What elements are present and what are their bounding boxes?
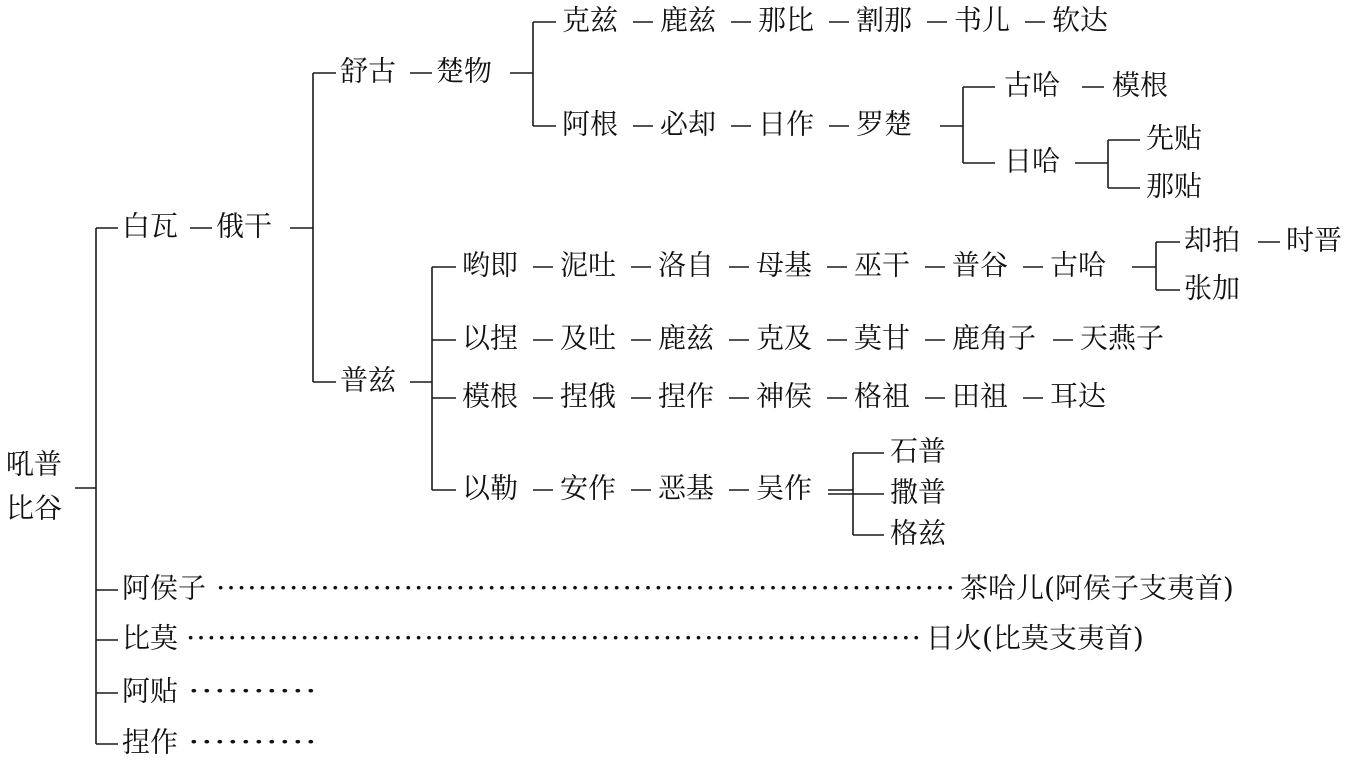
- lineage-person: 吴作: [756, 471, 813, 505]
- node-riha: 日哈: [1004, 144, 1061, 178]
- node-guha: 古哈: [1004, 68, 1061, 102]
- node-egan: 俄干: [216, 209, 273, 243]
- lineage-person: 日作: [758, 107, 815, 141]
- lineage-person: 鹿角子: [952, 321, 1037, 355]
- ahouzi-dotted-leader: ·······································································: [216, 571, 956, 605]
- lineage-row-agen: [562, 108, 912, 141]
- bimo-dotted-leader: ·······································································: [186, 621, 922, 655]
- node-shipu: 石普: [890, 434, 947, 468]
- atie-dotted-leader: ··········: [188, 674, 318, 708]
- node-chuwu: 楚物: [436, 54, 493, 88]
- node-sapu: 撒普: [890, 475, 947, 509]
- node-gezi: 格兹: [890, 516, 947, 550]
- lineage-person: 耳达: [1050, 379, 1107, 413]
- lineage-person: 以捏: [462, 321, 519, 355]
- node-quepai: 却拍: [1184, 223, 1241, 257]
- lineage-row-yile: [462, 472, 812, 505]
- root-name-line2: 比谷: [6, 491, 63, 525]
- lineage-person: 恶基: [658, 471, 715, 505]
- lineage-person: 必却: [660, 107, 717, 141]
- node-zhangjia: 张加: [1184, 271, 1241, 305]
- root-name-line1: 吼普: [6, 447, 63, 481]
- lineage-person: 模根: [462, 379, 519, 413]
- lineage-person: 捏俄: [560, 379, 617, 413]
- node-baiwa: 白瓦: [122, 209, 179, 243]
- bimo-note: 日火(比莫支夷首): [926, 621, 1144, 655]
- niezuo-dotted-leader: ··········: [188, 725, 318, 759]
- lineage-person: 巫干: [854, 248, 911, 282]
- lineage-person: 鹿兹: [658, 321, 715, 355]
- lineage-row-kezi: [562, 4, 1108, 37]
- lineage-person: 克及: [756, 321, 813, 355]
- lineage-person: 捏作: [658, 379, 715, 413]
- lineage-row-yinie: [462, 322, 1164, 355]
- lineage-person: 以勒: [462, 471, 519, 505]
- lineage-person: 阿根: [562, 107, 619, 141]
- lineage-person: 那比: [758, 3, 815, 37]
- lineage-person: 软达: [1052, 3, 1109, 37]
- node-natie: 那贴: [1146, 169, 1203, 203]
- node-mogen: 模根: [1112, 68, 1169, 102]
- node-xiantie: 先贴: [1146, 121, 1203, 155]
- lineage-row-mogen: [462, 380, 1106, 413]
- node-shijin: 时晋: [1286, 223, 1343, 257]
- lineage-person: 克兹: [562, 3, 619, 37]
- ahouzi-note: 茶哈儿(阿侯子支夷首): [960, 571, 1234, 605]
- lineage-person: 普谷: [952, 248, 1009, 282]
- lineage-person: 鹿兹: [660, 3, 717, 37]
- lineage-person: 及吐: [560, 321, 617, 355]
- lineage-person: 天燕子: [1080, 321, 1165, 355]
- lineage-person: 古哈: [1050, 248, 1107, 282]
- lineage-person: 莫甘: [854, 321, 911, 355]
- lineage-person: 哟即: [462, 248, 519, 282]
- lineage-person: 母基: [756, 248, 813, 282]
- node-bimo: 比莫: [122, 621, 179, 655]
- node-shugu: 舒古: [340, 54, 397, 88]
- node-atie: 阿贴: [122, 674, 179, 708]
- lineage-person: 泥吐: [560, 248, 617, 282]
- lineage-person: 神侯: [756, 379, 813, 413]
- node-puzi: 普兹: [340, 363, 397, 397]
- lineage-person: 书儿: [954, 3, 1011, 37]
- lineage-person: 格祖: [854, 379, 911, 413]
- lineage-person: 割那: [856, 3, 913, 37]
- lineage-person: 罗楚: [856, 107, 913, 141]
- lineage-person: 安作: [560, 471, 617, 505]
- lineage-row-yoji: [462, 249, 1106, 282]
- lineage-person: 田祖: [952, 379, 1009, 413]
- node-ahouzi: 阿侯子: [122, 571, 207, 605]
- node-niezuo: 捏作: [122, 725, 179, 759]
- lineage-person: 洛自: [658, 248, 715, 282]
